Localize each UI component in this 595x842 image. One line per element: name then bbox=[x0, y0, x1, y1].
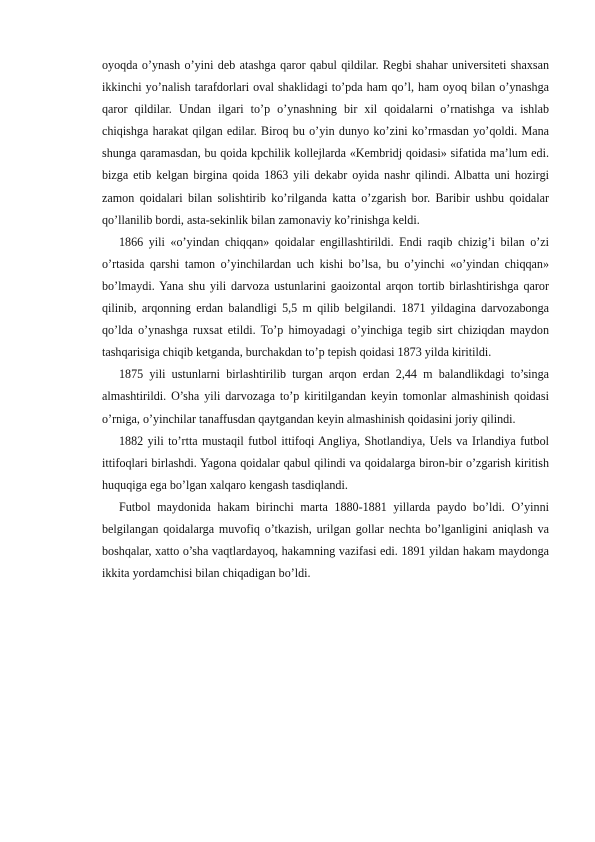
body-text bbox=[102, 54, 549, 584]
paragraph-2: 1866 yili «o’yindan chiqqan» qoidalar engillashtirildi. Endi raqib chizig’i bilan o’zi o’rtasida qarshi tamon o’yinchilardan uch kishi bo’lsa, bu o’yinchi «o’yindan chiqqan» bo’lmaydi. Yana shu yili darvoza ustunlarini gaoizontal arqon tortib birlashtirishga qaror qilinib, arqonning erdan balandligi 5,5 m qilib belgilandi. 1871 yildagina darvozabonga qo’lda o’ynashga ruxsat etildi. To’p himoyadagi o’yinchiga tegib sirt chiziqdan maydon tashqarisiga chiqib ketganda, burchakdan to’p tepish qoidasi 1873 yilda kiritildi. bbox=[102, 234, 549, 360]
paragraph-5: Futbol maydonida hakam birinchi marta 1880-1881 yillarda paydo bo’ldi. O’yinni belgilangan qoidalarga muvofiq o’tkazish, urilgan gollar nechta bo’lganligini aniqlash va boshqalar, xatto o’sha vaqtlardayoq, hakamning vazifasi edi. 1891 yildan hakam maydonga ikkita yordamchisi bilan chiqadigan bo’ldi. bbox=[102, 499, 549, 581]
paragraph-1: oyoqda o’ynash o’yini deb atashga qaror qabul qildilar. Regbi shahar universiteti shaxsan ikkinchi yo’nalish tarafdorlari oval shaklidagi to’pda ham qo’l, ham oyoq bilan o’ynashga qaror qildilar. Undan ilgari to’p o’ynashning bir xil qoidalarni o’rnatishga va ishlab chiqishga harakat qilgan edilar. Biroq bu o’yin dunyo ko’zini ko’rmasdan yo’qoldi. Mana shunga qaramasdan, bu qoida kpchilik kollejlarda «Kembridj qoidasi» sifatida ma’lum edi. bizga etib kelgan birgina qoida 1863 yili dekabr oyida nashr qilindi. Albatta uni hozirgi zamon qoidalari bilan solishtirib ko’rilganda katta o’zgarish bor. Baribir ushbu qoidalar qo’llanilib bordi, asta-sekinlik bilan zamonaviy ko’rinishga keldi. bbox=[102, 58, 549, 227]
paragraph-4: 1882 yili to’rtta mustaqil futbol ittifoqi Angliya, Shotlandiya, Uels va Irlandiya futbol ittifoqlari birlashdi. Yagona qoidalar qabul qilindi va qoidalarga biron-bir o’zgarish kiritish huquqiga ega bo’lgan xalqaro kengash tasdiqlandi. bbox=[102, 433, 549, 492]
paragraph-3: 1875 yili ustunlarni birlashtirilib turgan arqon erdan 2,44 m balandlikdagi to’singa almashtirildi. O’sha yili darvozaga to’p kiritilgandan keyin tomonlar almashinish qoidasi o’rniga, o’yinchilar tanaffusdan qaytgandan keyin almashinish qoidasini joriy qilindi. bbox=[102, 367, 549, 426]
